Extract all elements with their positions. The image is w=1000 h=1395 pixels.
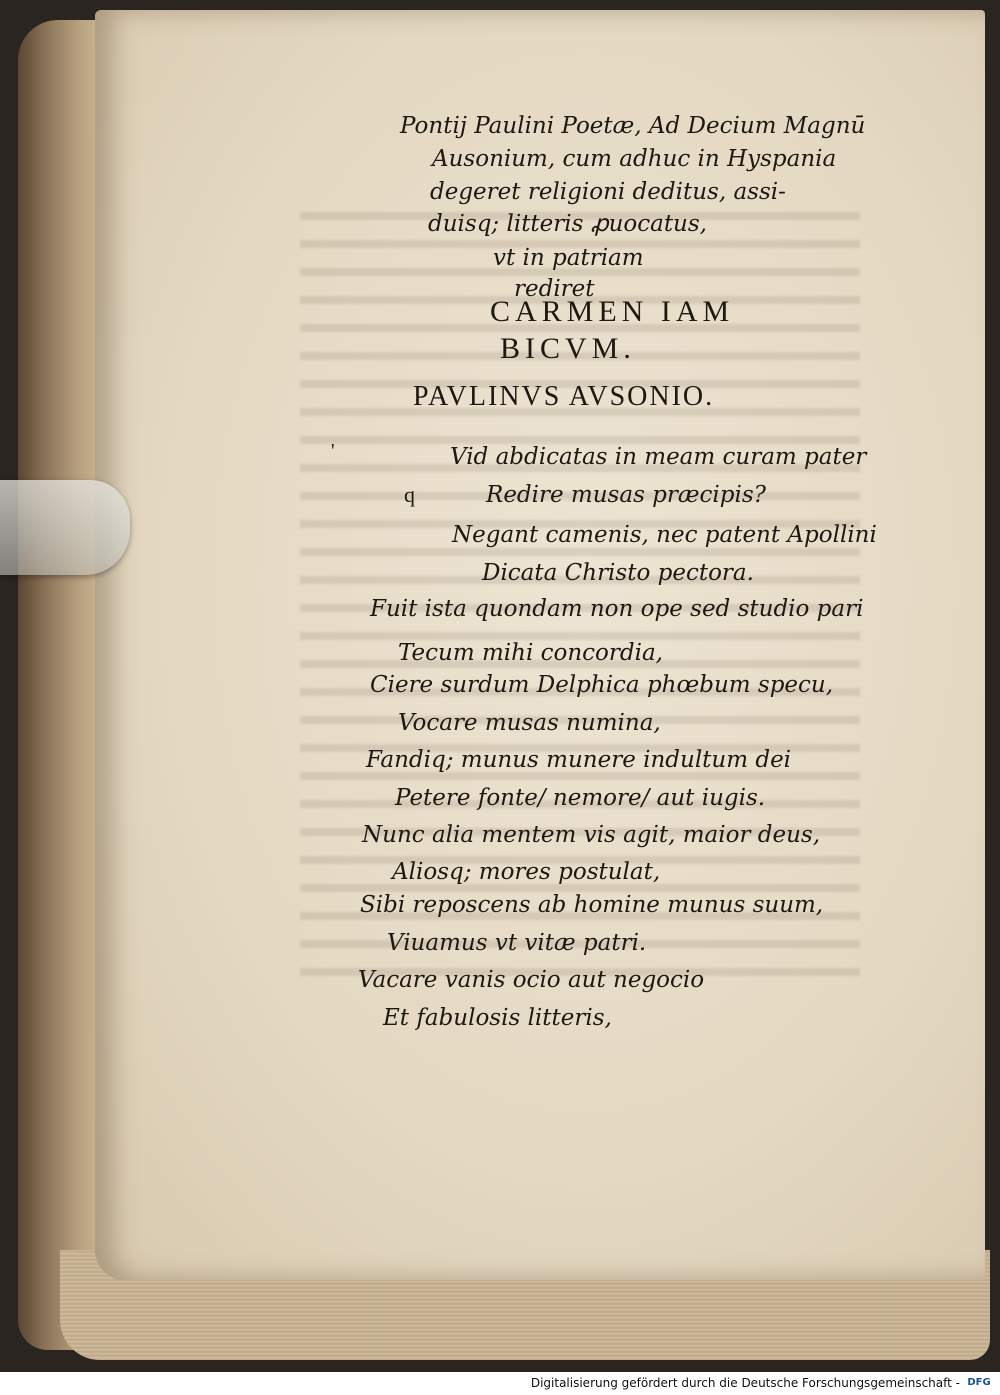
verse-line: Negant camenis, nec patent Apollini [452,522,877,548]
title-line: vt in patriam [493,245,644,271]
verse-line: Aliosq; mores postulat, [392,859,661,885]
verse-line: Sibi reposcens ab homine munus suum, [360,892,824,918]
verse-line: Petere fonte/ nemore/ aut iugis. [395,785,766,811]
carmen-line: CARMEN IAM [490,295,735,328]
funding-notice: Digitalisierung gefördert durch die Deutsche Forschungsgemeinschaft - [530,1376,960,1390]
verse-line: Viuamus vt vitæ patri. [387,930,647,956]
verse-line: Ciere surdum Delphica phœbum specu, [370,672,834,698]
verse-line: Vacare vanis ocio aut negocio [358,967,705,993]
title-line: Pontij Paulini Poetæ, Ad Decium Magnū [400,113,866,139]
digitization-footer [0,1372,1000,1395]
carmen-line: BICVM. [500,332,636,365]
verse-line: Fuit ista quondam non ope sed studio pari [370,596,864,622]
dfg-logo-icon: DFG [967,1377,991,1388]
verse-line: Nunc alia mentem vis agit, maior deus, [362,822,821,848]
title-line: rediret [514,276,595,302]
verse-line: Vocare musas numina, [398,710,661,736]
verse-line: Tecum mihi concordia, [398,640,663,666]
verse-line: Redire musas præcipis? [486,482,766,508]
verse-line: Dicata Christo pectora. [482,560,754,586]
verse-line: Vid abdicatas in meam curam pater [450,444,867,470]
verse-line: Et fabulosis litteris, [383,1005,612,1031]
initial-mark: ' [331,440,335,462]
title-line: duisq; litteris ꝓuocatus, [428,211,707,237]
verse-line: Fandiq; munus munere indultum dei [366,747,792,773]
guide-letter: q [404,482,415,507]
title-line: Ausonium, cum adhuc in Hyspania [432,146,837,172]
poem-heading: PAVLINVS AVSONIO. [413,381,715,412]
title-line: degeret religioni deditus, assi- [430,179,786,205]
